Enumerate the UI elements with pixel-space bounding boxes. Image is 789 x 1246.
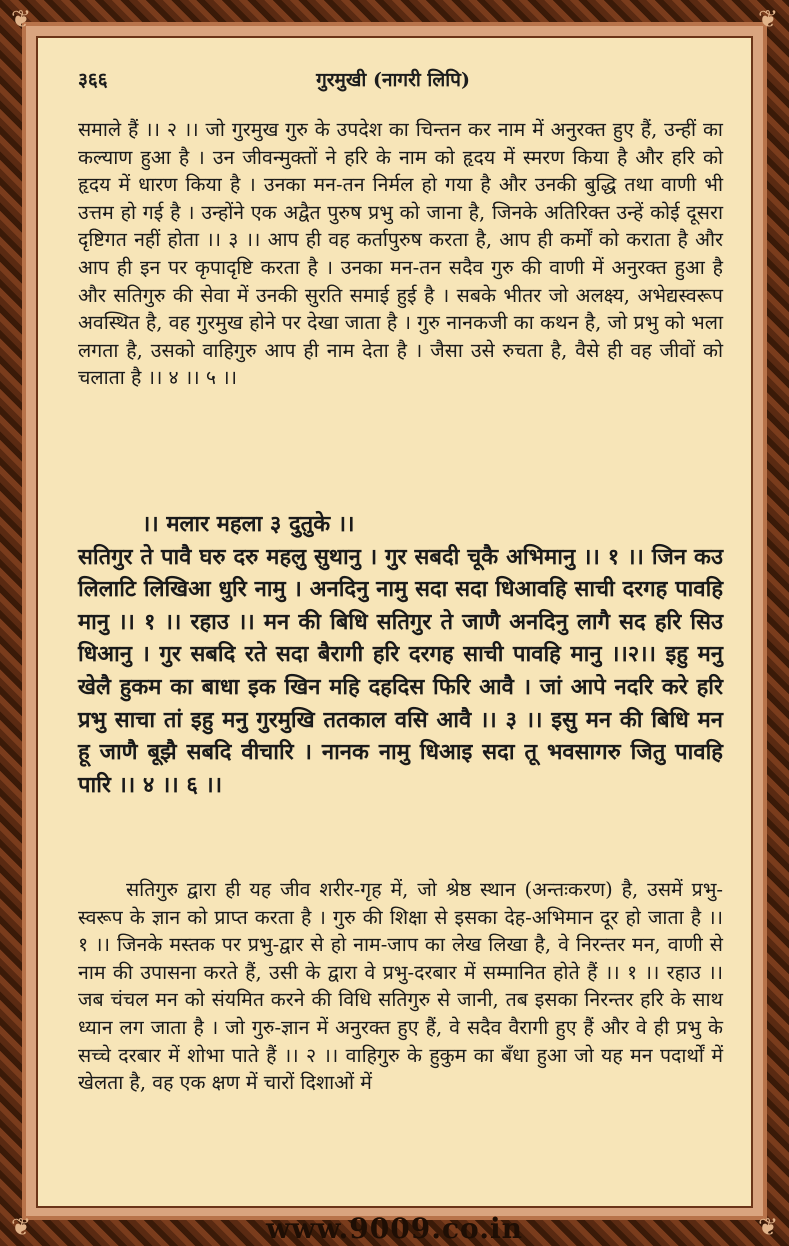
page: [36, 36, 753, 1208]
corner-ornament-icon: ❦: [10, 5, 32, 33]
running-title: गुरमुखी (नागरी लिपि): [316, 69, 470, 91]
corner-ornament-icon: ❦: [757, 1213, 779, 1241]
corner-ornament-icon: ❦: [757, 5, 779, 33]
page-number: ३६६: [78, 69, 108, 91]
corner-ornament-icon: ❦: [10, 1213, 32, 1241]
website-url: www.9009.co.in: [266, 1212, 523, 1245]
page-header: [78, 66, 708, 96]
verse-title: ।। मलार महला ३ दुतुके ।।: [142, 511, 355, 537]
translation-paragraph: सतिगुरु द्वारा ही यह जीव शरीर-गृह में, जो श्रेष्ठ स्थान (अन्तःकरण) है, उसमें प्रभु-स्वरूप के ज्ञान को प्राप्त करता है । गुरु की शिक्षा से इसका देह-अभिमान दूर हो जाता है ।। १ ।। जिनके मस्तक पर प्रभु-द्वार से हो नाम-जाप का लेख लिखा है, वे निरन्तर मन, वाणी से नाम की उपासना करते हैं, उसी के द्वारा वे प्रभु-दरबार में सम्मानित होते हैं ।। १ ।। रहाउ ।। जब चंचल मन को संयमित करने की विधि सतिगुरु से जानी, तब इसका निरन्तर हरि के साथ ध्यान लग जाता है । जो गुरु-ज्ञान में अनुरक्त हुए हैं, वे सदैव वैरागी हुए हैं और वे ही प्रभु के सच्चे दरबार में शोभा पाते हैं ।। २ ।। वाहिगुरु के हुकुम का बँधा हुआ जो यह मन पदार्थों में खेलता है, वह एक क्षण में चारों दिशाओं में: [78, 878, 723, 1095]
verse-block: [78, 508, 723, 801]
commentary-paragraph: समाले हैं ।। २ ।। जो गुरमुख गुरु के उपदेश का चिन्तन कर नाम में अनुरक्त हुए हैं, उन्हीं का कल्याण हुआ है । उन जीवन्मुक्तों ने हरि के नाम को हृदय में स्मरण किया है और हरि को हृदय में धारण किया है । उनका मन-तन निर्मल हो गया है और उनकी बुद्धि तथा वाणी भी उत्तम हो गई है । उन्होंने एक अद्वैत पुरुष प्रभु को जाना है, जिनके अतिरिक्त उन्हें कोई दूसरा दृष्टिगत नहीं होता ।। ३ ।। आप ही वह कर्तापुरुष करता है, आप ही कर्मों को कराता है और आप ही इन पर कृपादृष्टि करता है । उनका मन-तन सदैव गुरु की वाणी में अनुरक्त हुआ है और सतिगुरु की सेवा में उनकी सुरति समाई हुई है । सबके भीतर जो अलक्ष्य, अभेद्यस्वरूप अवस्थित है, वह गुरमुख होने पर देखा जाता है । गुरु नानकजी का कथन है, जो प्रभु को भला लगता है, उसको वाहिगुरु आप ही नाम देता है । जैसा उसे रुचता है, वैसे ही वह जीवों को चलाता है ।। ४ ।। ५ ।।: [78, 118, 723, 390]
verse-body: सतिगुर ते पावै घरु दरु महलु सुथानु । गुर सबदी चूकै अभिमानु ।। १ ।। जिन कउ लिलाटि लिखिआ धुरि नामु । अनदिनु नामु सदा सदा धिआवहि साची दरगह पावहि मानु ।। १ ।। रहाउ ।। मन की बिधि सतिगुर ते जाणै अनदिनु लागै सद हरि सिउ धिआनु । गुर सबदि रते सदा बैरागी हरि दरगह साची पावहि मानु ।।२।। इहु मनु खेलै हुकम का बाधा इक खिन महि दहदिस फिरि आवै । जां आपे नदरि करे हरि प्रभु साचा तां इहु मनु गुरमुखि ततकाल वसि आवै ।। ३ ।। इसु मन की बिधि मन हू जाणै बूझै सबदि वीचारि । नानक नामु धिआइ सदा तू भवसागरु जितु पावहि पारि ।। ४ ।। ६ ।।: [78, 543, 723, 798]
